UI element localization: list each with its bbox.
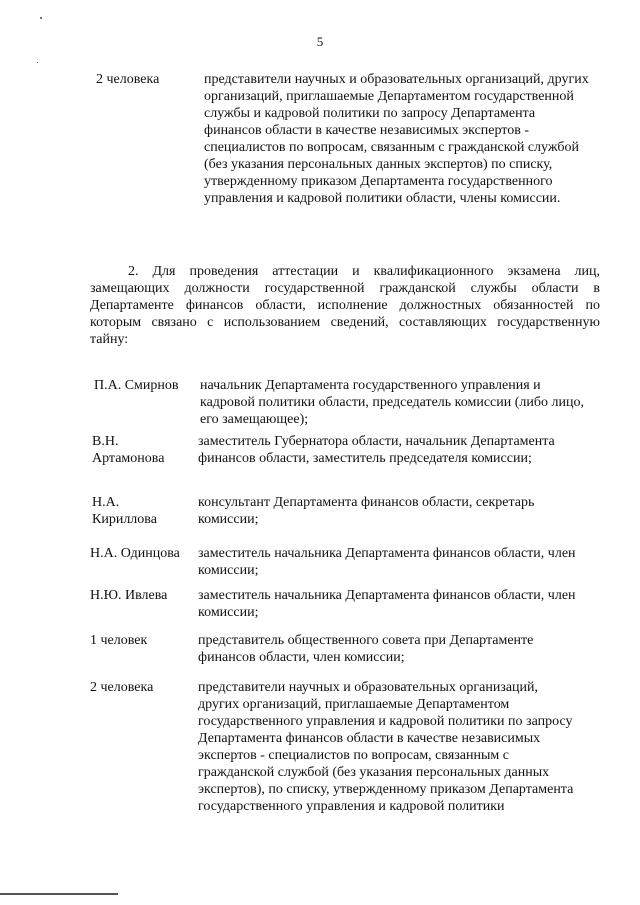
member-description: заместитель Губернатора области, начальник Департамента финансов области, заместитель председателя комиссии; [198,434,555,466]
member-row-1 [94,377,592,428]
member-name: 2 человека [90,680,154,695]
member-row-3 [92,494,590,528]
member-name: Н.Ю. Ивлева [90,588,168,603]
member-row-2 [92,433,590,467]
member-description: представители научных и образовательных организаций, других организаций, приглашаемые Департаментом государственной службы и кадровой политики по запросу Департамента финансов области в качестве независимых экспертов - специалистов по вопросам, связанным с гражданской службой (без указания персональных данных экспертов) по списку, утвержденному приказом Департамента государственного управления и кадровой политики области, члены комиссии. [204,72,589,206]
scan-speck [40,17,42,19]
scan-speck [37,62,38,63]
member-name: Н.А. Кириллова [92,495,157,527]
member-description: консультант Департамента финансов области, секретарь комиссии; [198,495,535,527]
page-number: 5 [316,34,324,49]
member-row-6 [90,632,590,666]
member-name: 2 человека [96,72,160,87]
member-row-4 [90,545,590,579]
member-description: представители научных и образовательных организаций, других организаций, приглашаемые Департаментом государственного управления и кадровой политики по запросу Департамента финансов области в качестве независимых экспертов - специалистов по вопросам, связанным с гражданской службой (без указания персональных данных экспертов), по списку, утвержденному приказом Департамента государственного управления и кадровой политики [198,680,574,814]
member-row-7 [90,679,590,815]
member-description: начальник Департамента государственного управления и кадровой политики области, председатель комиссии (либо лицо, его замещающее); [200,378,584,427]
member-row-5 [90,587,590,621]
member-description: представитель общественного совета при Департаменте финансов области, член комиссии; [198,633,534,665]
scan-edge-line [0,893,118,895]
member-name: 1 человек [90,633,148,648]
member-name: Н.А. Одинцова [90,546,180,561]
top-expert-row [96,71,590,207]
member-description: заместитель начальника Департамента финансов области, член комиссии; [198,588,576,620]
paragraph-2: 2. Для проведения аттестации и квалификационного экзамена лиц, замещающих должности государственной гражданской службы области в Департаменте финансов области, исполнение должностных обязанностей по которым связано с использованием сведений, составляющих государственную тайну: [90,264,600,347]
member-name: В.Н. Артамонова [92,434,165,466]
member-description: заместитель начальника Департамента финансов области, член комиссии; [198,546,576,578]
member-name: П.А. Смирнов [94,378,179,393]
